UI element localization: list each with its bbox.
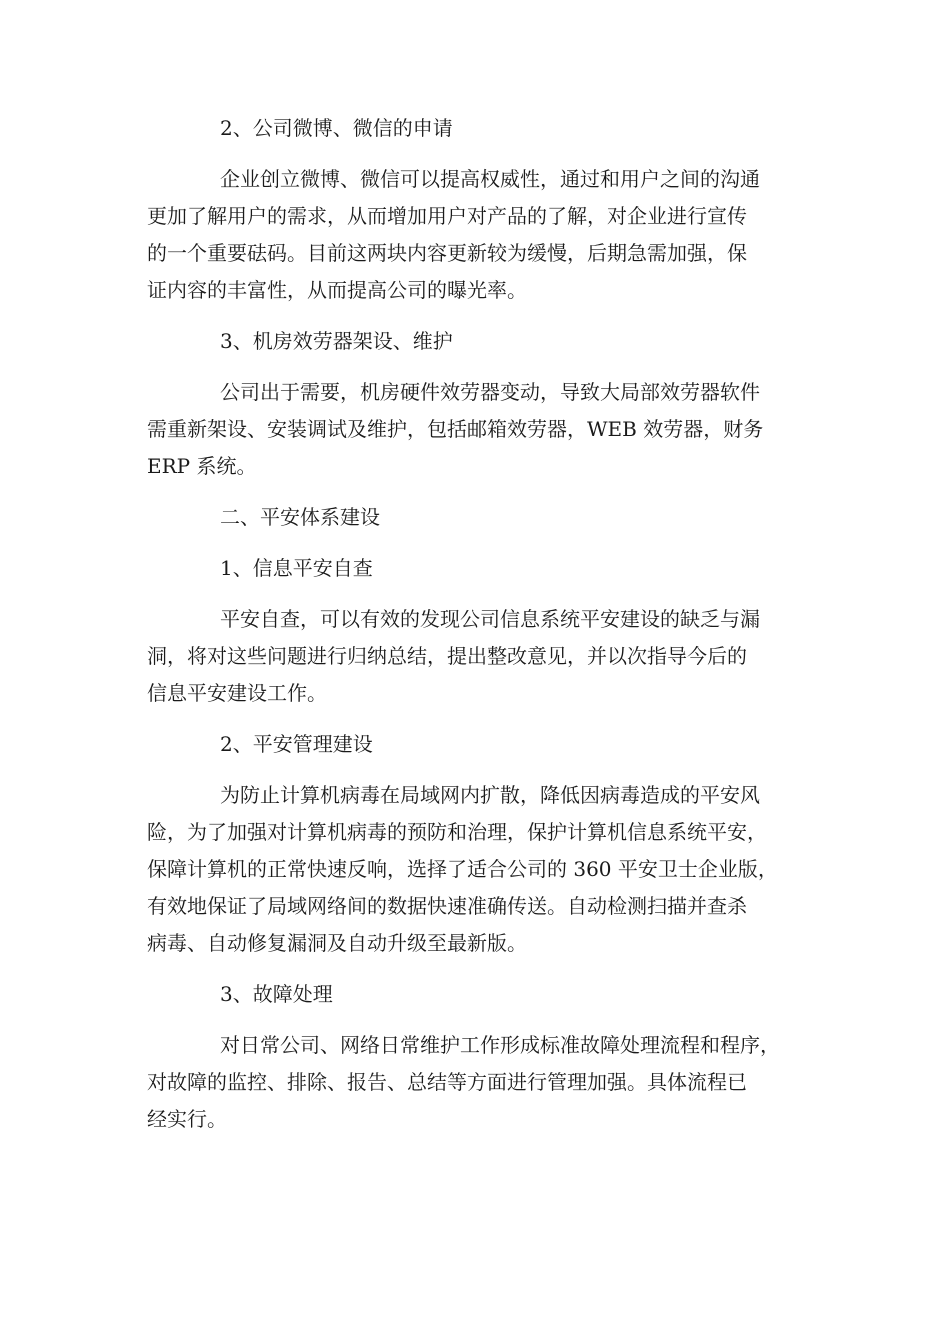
paragraph-line: 对故障的监控、排除、报告、总结等方面进行管理加强。具体流程已 bbox=[147, 1070, 747, 1094]
section-heading-self-check: 1、信息平安自查 bbox=[220, 556, 373, 580]
paragraph-server-room bbox=[147, 374, 807, 485]
section-heading-security-management: 2、平安管理建设 bbox=[220, 732, 373, 756]
paragraph-self-check bbox=[147, 601, 807, 712]
paragraph-line: 对日常公司、网络日常维护工作形成标准故障处理流程和程序， bbox=[220, 1033, 780, 1057]
paragraph-line: 公司出于需要，机房硬件效劳器变动，导致大局部效劳器软件 bbox=[220, 380, 760, 404]
section-heading-fault-handling: 3、故障处理 bbox=[220, 982, 333, 1006]
document-page bbox=[147, 110, 807, 1152]
paragraph-weibo-wechat bbox=[147, 161, 807, 309]
paragraph-line: 病毒、自动修复漏洞及自动升级至最新版。 bbox=[147, 931, 527, 955]
paragraph-line: 企业创立微博、微信可以提高权威性，通过和用户之间的沟通 bbox=[220, 167, 760, 191]
paragraph-line: ERP 系统。 bbox=[147, 454, 257, 478]
paragraph-line: 更加了解用户的需求，从而增加用户对产品的了解，对企业进行宣传 bbox=[147, 204, 747, 228]
paragraph-line: 洞，将对这些问题进行归纳总结，提出整改意见，并以次指导今后的 bbox=[147, 644, 747, 668]
paragraph-line: 的一个重要砝码。目前这两块内容更新较为缓慢，后期急需加强，保 bbox=[147, 241, 747, 265]
paragraph-security-management bbox=[147, 777, 807, 962]
section-heading-server-room: 3、机房效劳器架设、维护 bbox=[220, 329, 453, 353]
section-heading-weibo-wechat: 2、公司微博、微信的申请 bbox=[220, 116, 453, 140]
paragraph-line: 险，为了加强对计算机病毒的预防和治理，保护计算机信息系统平安， bbox=[147, 820, 767, 844]
paragraph-line: 证内容的丰富性，从而提高公司的曝光率。 bbox=[147, 278, 527, 302]
paragraph-line: 需重新架设、安装调试及维护，包括邮箱效劳器，WEB 效劳器，财务 bbox=[147, 417, 764, 441]
paragraph-line: 有效地保证了局域网络间的数据快速准确传送。自动检测扫描并查杀 bbox=[147, 894, 747, 918]
section-heading-security-system: 二、平安体系建设 bbox=[220, 505, 380, 529]
paragraph-line: 保障计算机的正常快速反响，选择了适合公司的 360 平安卫士企业版， bbox=[147, 857, 778, 881]
paragraph-fault-handling bbox=[147, 1027, 807, 1138]
paragraph-line: 为防止计算机病毒在局域网内扩散，降低因病毒造成的平安风 bbox=[220, 783, 760, 807]
paragraph-line: 经实行。 bbox=[147, 1107, 227, 1131]
paragraph-line: 平安自查，可以有效的发现公司信息系统平安建设的缺乏与漏 bbox=[220, 607, 760, 631]
paragraph-line: 信息平安建设工作。 bbox=[147, 681, 327, 705]
